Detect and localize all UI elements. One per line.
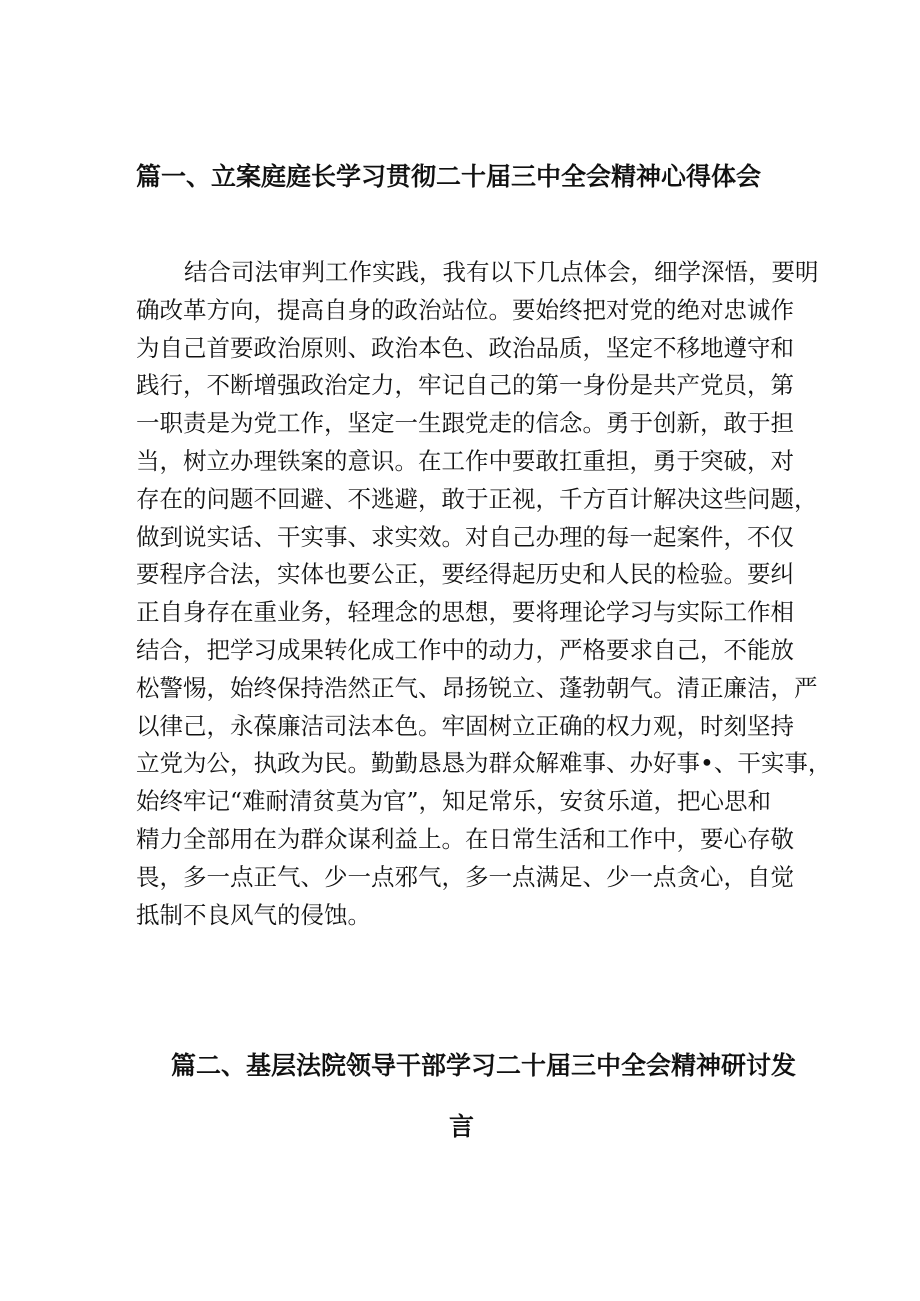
paragraph-line: 结合，把学习成果转化成工作中的动力，严格要求自己，不能放 (136, 635, 794, 664)
section1-paragraph (136, 254, 832, 934)
paragraph-line: 正自身存在重业务，轻理念的思想，要将理论学习与实际工作相 (136, 598, 794, 627)
paragraph-line: 结合司法审判工作实践，我有以下几点体会，细学深悟，要明 (184, 258, 819, 286)
paragraph-line: 畏，多一点正气、少一点邪气，多一点满足、少一点贪心，自觉 (136, 862, 794, 891)
section1-title: 篇一、立案庭庭长学习贯彻二十届三中全会精神心得体会 (136, 162, 762, 191)
paragraph-line: 松警惕，始终保持浩然正气、昂扬锐立、蓬勃朝气。清正廉洁，严 (136, 673, 818, 702)
paragraph-line: 立党为公，执政为民。勤勤恳恳为群众解难事、办好事•、干实事， (136, 749, 832, 778)
paragraph-line: 要程序合法，实体也要公正，要经得起历史和人民的检验。要纠 (136, 560, 794, 589)
section2-title-line2: 言 (449, 1112, 475, 1141)
paragraph-line: 抵制不良风气的侵蚀。 (136, 900, 371, 929)
paragraph-line: 为自己首要政治原则、政治本色、政治品质，坚定不移地遵守和 (136, 333, 794, 362)
paragraph-line: 做到说实话、干实事、求实效。对自己办理的每一起案件，不仅 (136, 522, 794, 551)
paragraph-line: 精力全部用在为群众谋利益上。在日常生活和工作中，要心存敬 (136, 824, 794, 853)
paragraph-line: 确改革方向，提高自身的政治站位。要始终把对党的绝对忠诚作 (136, 295, 794, 324)
section2-title-line1: 篇二、基层法院领导干部学习二十届三中全会精神研讨发 (171, 1051, 797, 1080)
paragraph-line: 践行，不断增强政治定力，牢记自己的第一身份是共产党员，第 (136, 371, 794, 400)
paragraph-line: 当，树立办理铁案的意识。在工作中要敢扛重担，勇于突破，对 (136, 446, 794, 475)
paragraph-line: 一职责是为党工作，坚定一生跟党走的信念。勇于创新，敢于担 (136, 409, 794, 438)
paragraph-line: 存在的问题不回避、不逃避，敢于正视，千方百计解决这些问题， (136, 484, 818, 513)
paragraph-line: 以律己，永葆廉洁司法本色。牢固树立正确的权力观，时刻坚持 (136, 711, 794, 740)
paragraph-line: 始终牢记“难耐清贫莫为官”，知足常乐，安贫乐道，把心思和 (136, 787, 772, 816)
